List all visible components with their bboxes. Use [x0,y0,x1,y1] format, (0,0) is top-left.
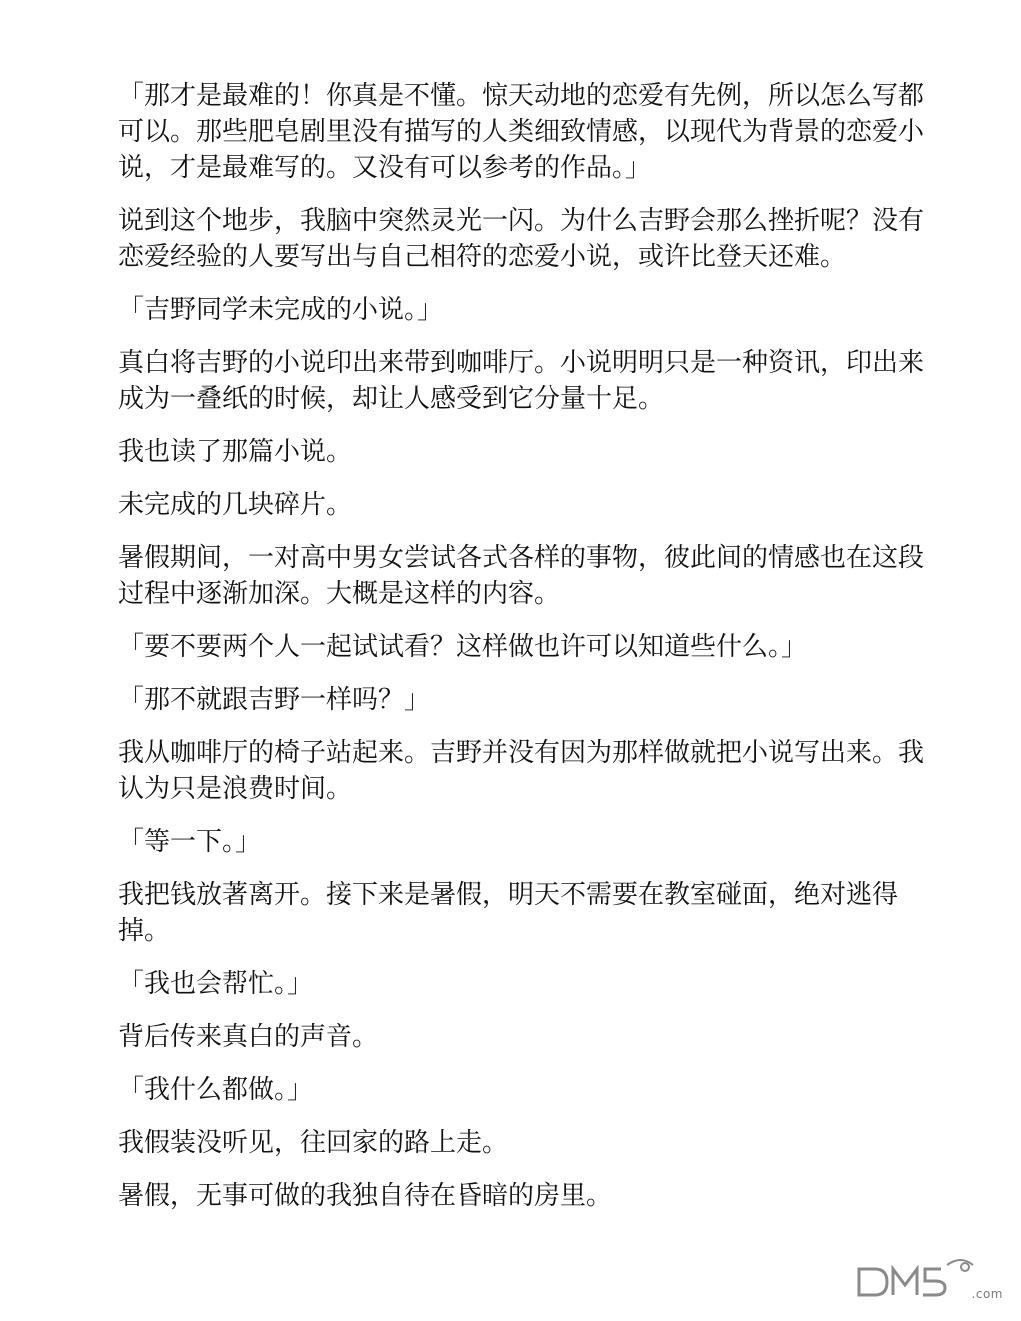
watermark-logo-icon [853,1251,1003,1309]
paragraph-10: 我从咖啡厅的椅子站起来。吉野并没有因为那样做就把小说写出来。我认为只是浪费时间。 [118,738,925,804]
paragraph-17: 暑假，无事可做的我独自待在昏暗的房里。 [118,1181,613,1211]
paragraph-4: 真白将吉野的小说印出来带到咖啡厅。小说明明只是一种资讯，印出来成为一叠纸的时候，却让人感受到它分量十足。 [118,348,925,414]
watermark-suffix: .com [971,1287,1003,1301]
paragraph-5: 我也读了那篇小说。 [118,437,353,467]
paragraph-7: 暑假期间，一对高中男女尝试各式各样的事物，彼此间的情感也在这段过程中逐渐加深。大概是这样的内容。 [118,543,925,609]
paragraph-6: 未完成的几块碎片。 [118,490,353,520]
paragraph-11: 「等一下。」 [118,827,262,857]
text-block [118,78,948,1231]
watermark-logo [853,1251,1003,1309]
paragraph-12: 我把钱放著离开。接下来是暑假，明天不需要在教室碰面，绝对逃得掉。 [118,880,899,946]
paragraph-9: 「那不就跟吉野一样吗？」 [118,685,431,715]
paragraph-8: 「要不要两个人一起试试看？这样做也许可以知道些什么。」 [118,632,808,662]
paragraph-1: 「那才是最难的！你真是不懂。惊天动地的恋爱有先例，所以怎么写都可以。那些肥皂剧里没有描写的人类细致情感，以现代为背景的恋爱小说，才是最难写的。又没有可以参考的作品。」 [118,81,925,183]
paragraph-14: 背后传来真白的声音。 [118,1022,379,1052]
paragraph-2: 说到这个地步，我脑中突然灵光一闪。为什么吉野会那么挫折呢？没有恋爱经验的人要写出与自己相符的恋爱小说，或许比登天还难。 [118,206,925,272]
paragraph-13: 「我也会帮忙。」 [118,969,314,999]
paragraph-16: 我假装没听见，往回家的路上走。 [118,1128,509,1158]
paragraph-3: 「吉野同学未完成的小说。」 [118,295,444,325]
paragraph-15: 「我什么都做。」 [118,1075,314,1105]
